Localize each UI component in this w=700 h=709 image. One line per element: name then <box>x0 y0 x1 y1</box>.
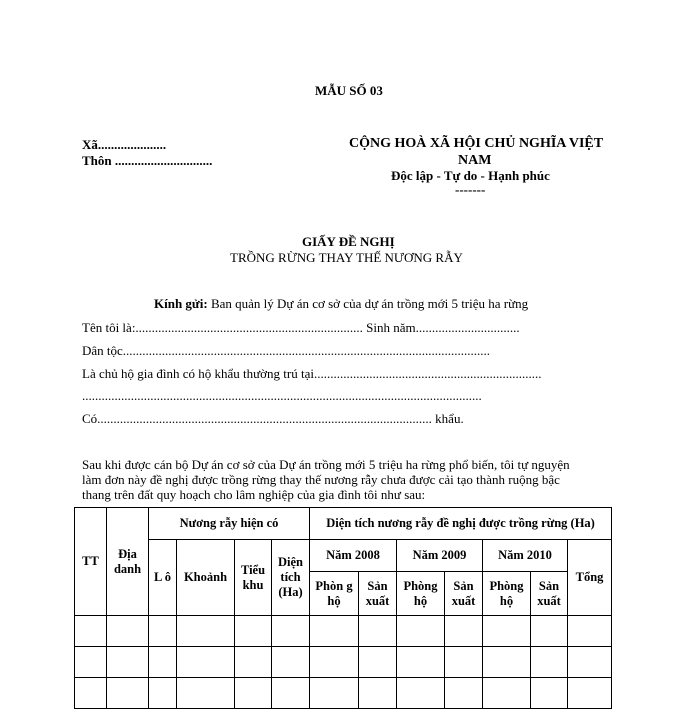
col-header-production-2009: Sản xuất <box>445 572 483 616</box>
motto-dashes: ------- <box>455 182 486 197</box>
national-title-line1: CỘNG HOÀ XÃ HỘI CHỦ NGHĨA VIỆT <box>349 136 604 151</box>
col-header-total: Tổng <box>568 540 612 616</box>
addressee-label: Kính gửi: <box>154 296 208 311</box>
col-header-production-2010: Sản xuất <box>531 572 568 616</box>
blank-line: ........................................................................................................................... <box>82 388 482 403</box>
col-header-area-ha: Diện tích (Ha) <box>272 540 310 616</box>
hamlet-field: Thôn .............................. <box>82 153 213 168</box>
members-field: Có....................................................................................................... khẩu. <box>82 411 464 426</box>
col-header-parcel: Khoảnh <box>177 540 235 616</box>
col-header-protection-2010: Phòng hộ <box>483 572 531 616</box>
addressee-text: Ban quản lý Dự án cơ sở của dự án trồng mới 5 triệu ha rừng <box>207 296 529 311</box>
name-field: Tên tôi là:...................................................................... Sinh năm................................ <box>82 320 520 335</box>
col-header-lot: L ô <box>149 540 177 616</box>
col-header-proposed-area: Diện tích nương rẫy đề nghị được trồng rừng (Ha) <box>310 508 612 540</box>
col-header-production-2008: Sản xuất <box>359 572 397 616</box>
table-row <box>75 678 612 709</box>
area-table <box>74 507 612 709</box>
ethnic-field: Dân tộc................................................................................................................. <box>82 343 491 358</box>
col-header-tt: TT <box>75 508 107 616</box>
table-row <box>75 647 612 678</box>
col-header-subzone: Tiểu khu <box>235 540 272 616</box>
national-motto: Độc lập - Tự do - Hạnh phúc <box>391 168 550 183</box>
paragraph-line-2: làm đơn này đề nghị được trồng rừng thay thế nương rẫy chưa được cải tạo thành ruộng bậc <box>82 472 560 487</box>
col-header-year-2009: Năm 2009 <box>397 540 483 572</box>
col-header-protection-2009: Phòng hộ <box>397 572 445 616</box>
col-header-year-2010: Năm 2010 <box>483 540 568 572</box>
addressee-line <box>154 296 528 312</box>
col-header-year-2008: Năm 2008 <box>310 540 397 572</box>
table-row <box>75 616 612 647</box>
col-header-current-fields: Nương rẫy hiện có <box>149 508 310 540</box>
household-field: Là chủ hộ gia đình có hộ khẩu thường trú tại...................................................................... <box>82 366 542 381</box>
col-header-place: Địa danh <box>107 508 149 616</box>
form-number: MẪU SỐ 03 <box>315 83 383 98</box>
paragraph-line-1: Sau khi được cán bộ Dự án cơ sở của Dự án trồng mới 5 triệu ha rừng phổ biến, tôi tự nguyện <box>82 457 570 472</box>
col-header-protection-2008: Phòn g hộ <box>310 572 359 616</box>
paragraph-line-3: thang trên đất quy hoạch cho lâm nghiệp của gia đình tôi như sau: <box>82 487 426 502</box>
document-title: GIẤY ĐỀ NGHỊ <box>302 234 395 249</box>
document-subtitle: TRỒNG RỪNG THAY THẾ NƯƠNG RẪY <box>230 250 463 265</box>
commune-field: Xã..................... <box>82 137 167 152</box>
national-title-line2: NAM <box>458 153 492 168</box>
